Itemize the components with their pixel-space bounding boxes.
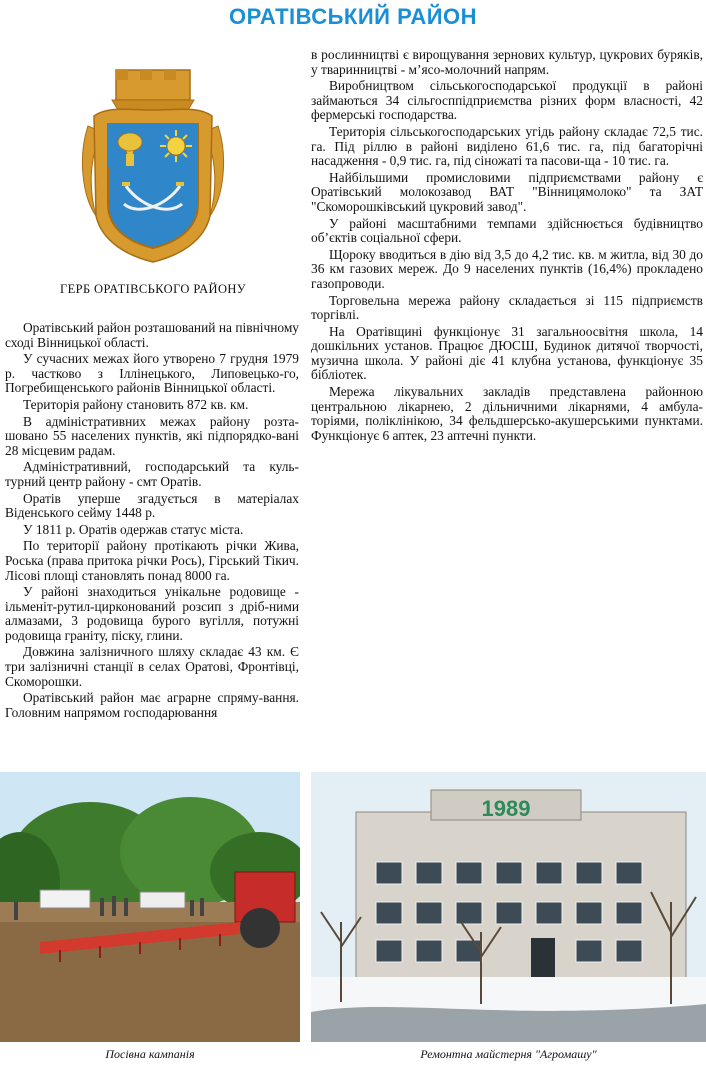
paragraph: В адміністративних межах району розта-шовано 55 населених пунктів, які підпорядко-вані 28 місцевим радам. <box>5 413 299 458</box>
paragraph: Територія сільськогосподарських угідь району складає 72,5 тис. га. Під ріллю в районі виділено 61,6 тис. га, під багаторічні насадження - 0,9 тис. га, під сіножаті та пасови-ща - 10 тис. га. <box>311 123 703 169</box>
paragraph: Оратівський район має аграрне спряму-вання. Головним напрямом господарювання <box>5 690 299 720</box>
paragraph: По території району протікають річки Жива, Роська (права притока річки Рось), Гірський Тікич. Лісові площі становлять понад 8000 га. <box>5 538 299 583</box>
paragraph: Мережа лікувальних закладів представлена районною центральною лікарнею, 2 дільничними лікарнями, 4 амбула-торіями, поліклінікою, 34 фельдшерсько-акушерськими пунктами. Функціонує 6 аптек, 23 аптечні пункти. <box>311 384 703 443</box>
emblem-caption: ГЕРБ ОРАТІВСЬКОГО РАЙОНУ <box>59 282 247 296</box>
paragraph: Оратів уперше згадується в матеріалах Віденського сейму 1448 р. <box>5 490 299 521</box>
left-text-column <box>5 321 299 722</box>
coat-of-arms-image <box>78 66 228 266</box>
building-year-label: 1989 <box>481 796 531 821</box>
paragraph: Адміністративний, господарський та куль-турний центр району - смт Оратів. <box>5 459 299 489</box>
page-title: ОРАТІВСЬКИЙ РАЙОН <box>228 4 478 29</box>
left-photo-caption: Посівна кампанія <box>105 1047 195 1061</box>
paragraph: У 1811 р. Оратів одержав статус міста. <box>23 521 244 537</box>
paragraph: У районі знаходиться унікальне родовище - ільменіт-рутил-цирконований розсип з дріб-ними алмазами, 3 родовища бурого вугілля, потужні родовища граніту, піску, глини. <box>5 584 299 643</box>
sowing-campaign-photo <box>0 772 300 1042</box>
repair-workshop-photo <box>311 772 706 1042</box>
paragraph: Найбільшими промисловими підприємствами району є Оратівський молокозавод ВАТ "Вінницямолоко" та ЗАТ "Скоморошківський цукровий завод". <box>311 169 703 214</box>
paragraph: Територія району становить 872 кв. км. <box>23 396 249 412</box>
paragraph: Торговельна мережа району складається зі 115 підприємств торгівлі. <box>311 292 703 323</box>
paragraph: На Оратівщині функціонує 31 загальноосвітня школа, 14 дошкільних установ. Працює ДЮСШ, Будинок дитячої творчості, музична школа. У районі діє 41 клубна установа, функціонує 35 бібліотек. <box>311 323 703 383</box>
paragraph: Виробництвом сільськогосподарської продукції в районі займаються 34 сільгосппідприємства різних форм власності, 42 фермерські господарства. <box>311 78 703 123</box>
paragraph: Щороку вводиться в дію від 3,5 до 4,2 тис. кв. м житла, від 30 до 36 км газових мереж. До 9 населених пунктів (16,4%) прокладено газопроводи. <box>311 246 703 291</box>
right-text-column <box>311 48 703 445</box>
right-photo-caption: Ремонтна майстерня "Агромашу" <box>420 1047 597 1061</box>
paragraph: У районі масштабними темпами здійснюється будівництво об’єктів соціальної сфери. <box>311 215 703 246</box>
coat-of-arms-emblem <box>78 66 228 266</box>
paragraph: Довжина залізничного шляху складає 43 км. Є три залізничні станції в селах Оратові, Фронтівці, Скоморошки. <box>5 644 299 689</box>
paragraph: Оратівський район розташований на північному сході Вінницької області. <box>5 320 299 350</box>
paragraph-continuation: в рослинництві є вирощування зернових культур, цукрових буряків, у тваринництві - м’ясо-молочний напрям. <box>311 47 703 77</box>
paragraph: У сучасних межах його утворено 7 грудня 1979 р. частково з Іллінецького, Липовецько-го, Погребищенського районів Вінницької області. <box>5 351 299 396</box>
